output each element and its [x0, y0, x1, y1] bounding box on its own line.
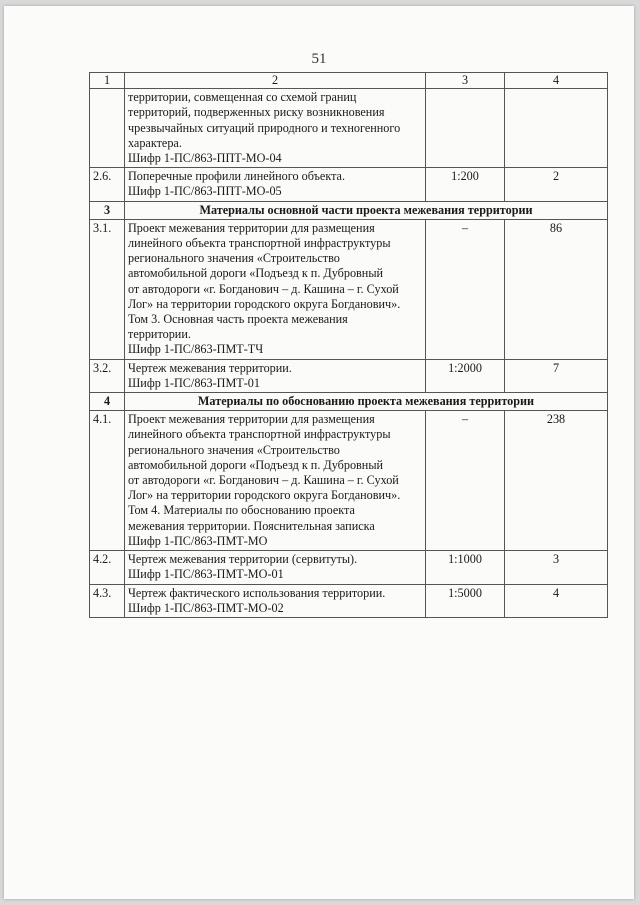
item-description	[125, 551, 426, 584]
section-title: Материалы основной части проекта межевания территории	[125, 201, 608, 219]
item-description	[125, 219, 426, 359]
description-line: Шифр 1-ПС/863-ПМТ-ТЧ	[128, 342, 264, 357]
item-description	[125, 411, 426, 551]
section-row	[90, 393, 608, 411]
item-sheets: 4	[505, 584, 608, 617]
description-line: автомобильной дороги «Подъезд к п. Дубровный	[128, 266, 384, 281]
description-line: Чертеж фактического использования территории.	[128, 585, 386, 600]
item-description	[125, 89, 426, 168]
table-header-row	[90, 73, 608, 89]
description-line: Шифр 1-ПС/863-ПМТ-МО-01	[128, 567, 284, 582]
description-line: регионального значения «Строительство	[128, 251, 340, 266]
header-col-3: 3	[426, 73, 505, 89]
description-line: регионального значения «Строительство	[128, 442, 340, 457]
description-line: Шифр 1-ПС/863-ПМТ-01	[128, 375, 260, 390]
description-line: территории, совмещенная со схемой границ	[128, 90, 357, 105]
description-line: Проект межевания территории для размещения	[128, 220, 375, 235]
table-row	[90, 584, 608, 617]
item-scale	[426, 89, 505, 168]
description-line: межевания территории. Пояснительная записка	[128, 518, 375, 533]
description-line: линейного объекта транспортной инфраструктуры	[128, 236, 391, 251]
item-scale: 1:5000	[426, 584, 505, 617]
description-line: Лог» на территории городского округа Богданович».	[128, 488, 401, 503]
description-line: автомобильной дороги «Подъезд к п. Дубровный	[128, 457, 384, 472]
item-number: 2.6.	[90, 168, 125, 201]
description-line: Чертеж межевания территории (сервитуты).	[128, 552, 358, 567]
description-line: Том 3. Основная часть проекта межевания	[128, 312, 348, 327]
table-row	[90, 89, 608, 168]
document-table	[89, 72, 608, 618]
item-sheets: 2	[505, 168, 608, 201]
item-scale: 1:2000	[426, 359, 505, 392]
header-col-1: 1	[90, 73, 125, 89]
description-line: характера.	[128, 135, 182, 150]
item-sheets: 238	[505, 411, 608, 551]
description-line: чрезвычайных ситуаций природного и техногенного	[128, 120, 401, 135]
description-line: Лог» на территории городского округа Богданович».	[128, 296, 401, 311]
header-col-4: 4	[505, 73, 608, 89]
description-line: Чертеж межевания территории.	[128, 360, 292, 375]
description-line: Том 4. Материалы по обоснованию проекта	[128, 503, 355, 518]
section-row	[90, 201, 608, 219]
item-description	[125, 359, 426, 392]
description-line: Поперечные профили линейного объекта.	[128, 169, 346, 184]
table-row	[90, 359, 608, 392]
item-number	[90, 89, 125, 168]
document-page	[4, 6, 634, 899]
item-scale: –	[426, 411, 505, 551]
section-number: 4	[90, 393, 125, 411]
item-scale: 1:200	[426, 168, 505, 201]
table-row	[90, 551, 608, 584]
item-number: 4.2.	[90, 551, 125, 584]
item-sheets: 86	[505, 219, 608, 359]
description-line: линейного объекта транспортной инфраструктуры	[128, 427, 391, 442]
table-row	[90, 411, 608, 551]
item-sheets: 7	[505, 359, 608, 392]
header-col-2: 2	[125, 73, 426, 89]
item-sheets	[505, 89, 608, 168]
section-number: 3	[90, 201, 125, 219]
item-number: 3.2.	[90, 359, 125, 392]
page-number: 51	[311, 51, 327, 67]
description-line: от автодороги «г. Богданович – д. Кашина – г. Сухой	[128, 281, 399, 296]
description-line: Проект межевания территории для размещения	[128, 412, 375, 427]
table-row	[90, 168, 608, 201]
item-description	[125, 584, 426, 617]
item-number: 3.1.	[90, 219, 125, 359]
description-line: от автодороги «г. Богданович – д. Кашина – г. Сухой	[128, 473, 399, 488]
item-number: 4.1.	[90, 411, 125, 551]
description-line: Шифр 1-ПС/863-ППТ-МО-04	[128, 151, 282, 166]
item-number: 4.3.	[90, 584, 125, 617]
section-title: Материалы по обоснованию проекта межевания территории	[125, 393, 608, 411]
item-sheets: 3	[505, 551, 608, 584]
item-scale: 1:1000	[426, 551, 505, 584]
item-description	[125, 168, 426, 201]
description-line: Шифр 1-ПС/863-ПМТ-МО	[128, 533, 268, 548]
description-line: территорий, подверженных риску возникновения	[128, 105, 385, 120]
description-line: Шифр 1-ПС/863-ПМТ-МО-02	[128, 600, 284, 615]
description-line: Шифр 1-ПС/863-ППТ-МО-05	[128, 184, 282, 199]
item-scale: –	[426, 219, 505, 359]
description-line: территории.	[128, 327, 191, 342]
table-row	[90, 219, 608, 359]
